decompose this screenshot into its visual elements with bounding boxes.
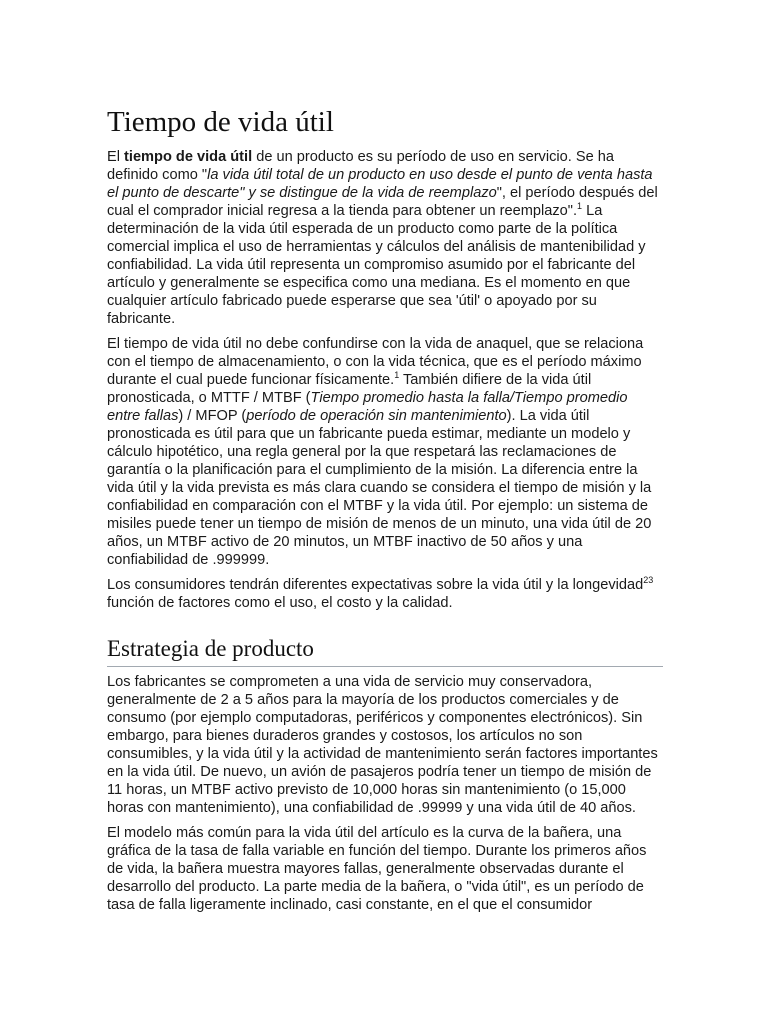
paragraph-1: [107, 148, 663, 328]
p1-text-2: de un producto es su período de uso en servicio. Se ha definido como ": [107, 149, 614, 183]
paragraph-4: Los fabricantes se comprometen a una vida de servicio muy conservadora, generalmente de 2 a 5 años para la mayoría de los productos comerciales y de consumo (por ejemplo computadoras, periféricos y componentes electrónicos). Sin embargo, para bienes duraderos grandes y costosos, los artículos no son consumibles, y la vida útil y la actividad de mantenimiento serán factores importantes en la vida útil. De nuevo, un avión de pasajeros podría tener un tiempo de misión de 11 horas, un MTBF activo previsto de 10,000 horas sin mantenimiento (o 15,000 horas con mantenimiento), una confiabilidad de .99999 y una vida útil de 40 años.: [107, 674, 658, 816]
p1-text-3: ", el período después del cual el comprador inicial regresa a la tienda para obtener un reemplazo".: [107, 185, 658, 219]
p1-text-4: La determinación de la vida útil esperada de un producto como parte de la política comercial implica el uso de herramientas y cálculos del análisis de mantenibilidad y confiabilidad. La vida útil representa un compromiso asumido por el fabricante del artículo y generalmente se especifica como una mediana. Es el momento en que cualquier artículo fabricado puede esperarse que sea 'útil' o apoyado por su fabricante.: [107, 203, 646, 327]
p2-text-1: El tiempo de vida útil no debe confundirse con la vida de anaquel, que se relaciona con el tiempo de almacenamiento, o con la vida técnica, que es el período máximo durante el cual puede funcionar físicamente.: [107, 336, 644, 388]
p3-text-1: Los consumidores tendrán diferentes expectativas sobre la vida útil y la longevidad: [107, 577, 644, 593]
article-title: Tiempo de vida útil: [107, 106, 334, 138]
paragraph-5: El modelo más común para la vida útil del artículo es la curva de la bañera, una gráfica de la tasa de falla variable en función del tiempo. Durante los primeros años de vida, la bañera muestra mayores fallas, generalmente observadas durante el desarrollo del producto. La parte media de la bañera, o "vida útil", es un período de tasa de falla ligeramente inclinado, casi constante, en el que el consumidor: [107, 825, 647, 913]
p2-text-4: ). La vida útil pronosticada es útil para que un fabricante pueda estimar, mediante un modelo y cálculo hipotético, una regla general por la que respetará las reclamaciones de garantía o la planificación para el cumplimiento de la misión. La diferencia entre la vida útil y la vida prevista es más clara cuando se considera el tiempo de misión y la confiabilidad en comparación con el MTBF y la vida útil. Por ejemplo: un sistema de misiles puede tener un tiempo de misión de menos de un minuto, una vida útil de 20 años, un MTBF activo de 20 minutos, un MTBF inactivo de 50 años y una confiabilidad de .999999.: [107, 408, 652, 568]
paragraph-3: [107, 576, 663, 612]
p2-text-2: También difiere de la vida útil pronosticada, o MTTF / MTBF (: [107, 372, 592, 406]
p1-text-1: El: [107, 149, 125, 165]
p2-footnote-ref[interactable]: 1: [394, 370, 400, 381]
p2-italic-1: Tiempo promedio hasta la falla/Tiempo promedio entre fallas: [107, 390, 628, 424]
p3-footnote-ref[interactable]: 23: [643, 575, 654, 586]
p1-italic-quote: la vida útil total de un producto en uso desde el punto de venta hasta el punto de descarte" y se distingue de la vida de reemplazo: [107, 167, 653, 201]
paragraph-2: [107, 335, 663, 569]
section-heading: Estrategia de producto: [107, 634, 663, 667]
article-body: [107, 104, 663, 921]
p2-text-3: ) / MFOP (: [178, 408, 247, 424]
p1-bold-term: tiempo de vida útil: [124, 149, 253, 165]
p1-footnote-ref[interactable]: 1: [577, 201, 583, 212]
p3-text-2: función de factores como el uso, el costo y la calidad.: [107, 595, 453, 611]
p2-italic-2: período de operación sin mantenimiento: [246, 408, 507, 424]
